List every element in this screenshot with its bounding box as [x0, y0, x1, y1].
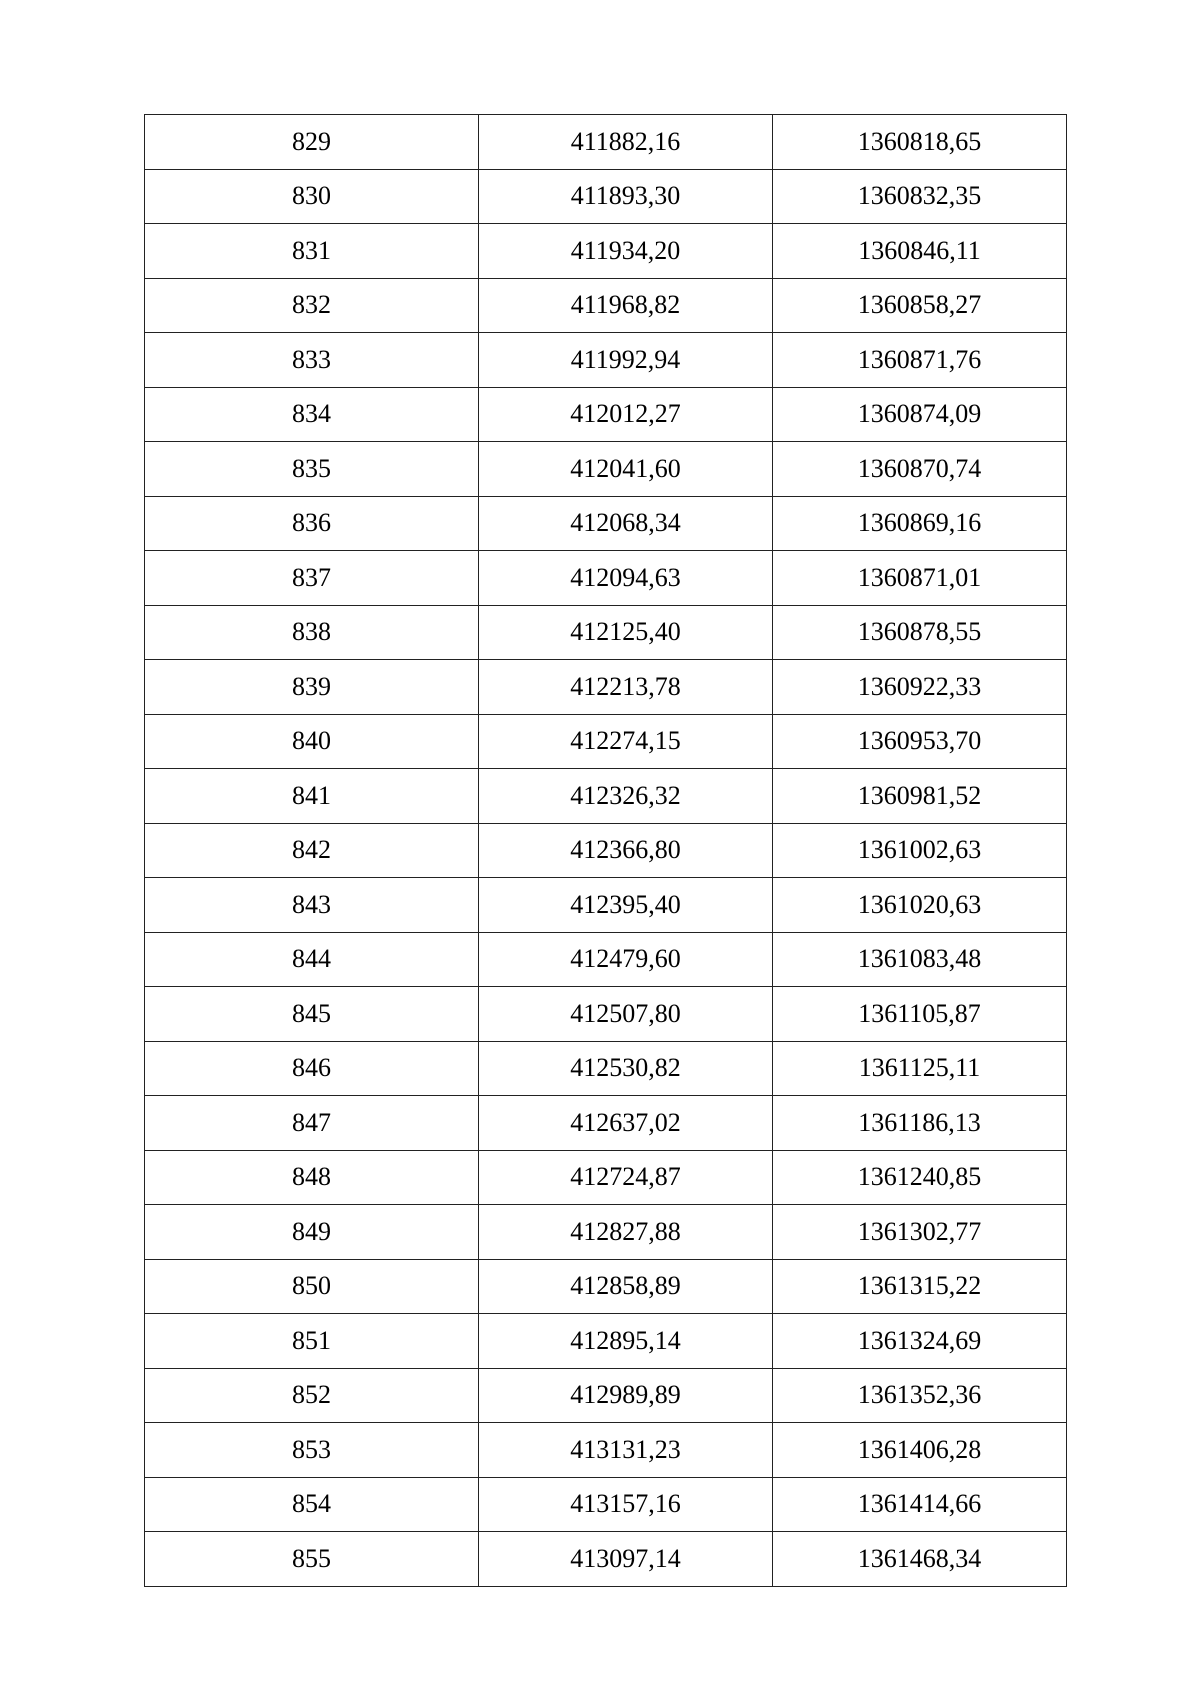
table-row — [145, 551, 1067, 606]
y-coordinate-cell: 1361083,48 — [773, 932, 1067, 987]
point-number-cell: 853 — [145, 1423, 479, 1478]
x-coordinate-cell: 413131,23 — [479, 1423, 773, 1478]
point-number-cell: 833 — [145, 333, 479, 388]
table-row — [145, 278, 1067, 333]
point-number-cell: 855 — [145, 1532, 479, 1587]
point-number-cell: 834 — [145, 387, 479, 442]
x-coordinate-cell: 411882,16 — [479, 115, 773, 170]
x-coordinate-cell: 412724,87 — [479, 1150, 773, 1205]
point-number-cell: 839 — [145, 660, 479, 715]
x-coordinate-cell: 413157,16 — [479, 1477, 773, 1532]
coordinates-table-body — [145, 115, 1067, 1587]
table-row — [145, 660, 1067, 715]
y-coordinate-cell: 1360858,27 — [773, 278, 1067, 333]
y-coordinate-cell: 1361186,13 — [773, 1096, 1067, 1151]
y-coordinate-cell: 1361406,28 — [773, 1423, 1067, 1478]
point-number-cell: 838 — [145, 605, 479, 660]
x-coordinate-cell: 412041,60 — [479, 442, 773, 497]
x-coordinate-cell: 412479,60 — [479, 932, 773, 987]
table-row — [145, 1314, 1067, 1369]
x-coordinate-cell: 412530,82 — [479, 1041, 773, 1096]
point-number-cell: 843 — [145, 878, 479, 933]
y-coordinate-cell: 1360871,01 — [773, 551, 1067, 606]
y-coordinate-cell: 1360922,33 — [773, 660, 1067, 715]
table-row — [145, 714, 1067, 769]
point-number-cell: 832 — [145, 278, 479, 333]
x-coordinate-cell: 411968,82 — [479, 278, 773, 333]
x-coordinate-cell: 412637,02 — [479, 1096, 773, 1151]
point-number-cell: 840 — [145, 714, 479, 769]
table-row — [145, 115, 1067, 170]
table-row — [145, 878, 1067, 933]
y-coordinate-cell: 1361302,77 — [773, 1205, 1067, 1260]
table-row — [145, 333, 1067, 388]
x-coordinate-cell: 412989,89 — [479, 1368, 773, 1423]
table-row — [145, 1368, 1067, 1423]
table-row — [145, 496, 1067, 551]
table-row — [145, 987, 1067, 1042]
y-coordinate-cell: 1361315,22 — [773, 1259, 1067, 1314]
x-coordinate-cell: 412395,40 — [479, 878, 773, 933]
point-number-cell: 830 — [145, 169, 479, 224]
table-row — [145, 442, 1067, 497]
table-row — [145, 387, 1067, 442]
y-coordinate-cell: 1361125,11 — [773, 1041, 1067, 1096]
point-number-cell: 848 — [145, 1150, 479, 1205]
y-coordinate-cell: 1360832,35 — [773, 169, 1067, 224]
point-number-cell: 829 — [145, 115, 479, 170]
coordinates-table — [144, 114, 1067, 1587]
table-row — [145, 769, 1067, 824]
x-coordinate-cell: 413097,14 — [479, 1532, 773, 1587]
table-row — [145, 1423, 1067, 1478]
x-coordinate-cell: 412012,27 — [479, 387, 773, 442]
table-row — [145, 224, 1067, 279]
point-number-cell: 854 — [145, 1477, 479, 1532]
y-coordinate-cell: 1361020,63 — [773, 878, 1067, 933]
y-coordinate-cell: 1360871,76 — [773, 333, 1067, 388]
table-row — [145, 169, 1067, 224]
point-number-cell: 835 — [145, 442, 479, 497]
x-coordinate-cell: 412827,88 — [479, 1205, 773, 1260]
y-coordinate-cell: 1360878,55 — [773, 605, 1067, 660]
x-coordinate-cell: 412895,14 — [479, 1314, 773, 1369]
y-coordinate-cell: 1361240,85 — [773, 1150, 1067, 1205]
y-coordinate-cell: 1360870,74 — [773, 442, 1067, 497]
point-number-cell: 831 — [145, 224, 479, 279]
x-coordinate-cell: 412366,80 — [479, 823, 773, 878]
x-coordinate-cell: 412068,34 — [479, 496, 773, 551]
x-coordinate-cell: 412274,15 — [479, 714, 773, 769]
x-coordinate-cell: 412094,63 — [479, 551, 773, 606]
point-number-cell: 842 — [145, 823, 479, 878]
y-coordinate-cell: 1360846,11 — [773, 224, 1067, 279]
table-row — [145, 1259, 1067, 1314]
y-coordinate-cell: 1361105,87 — [773, 987, 1067, 1042]
y-coordinate-cell: 1360874,09 — [773, 387, 1067, 442]
table-row — [145, 1477, 1067, 1532]
x-coordinate-cell: 411934,20 — [479, 224, 773, 279]
x-coordinate-cell: 412125,40 — [479, 605, 773, 660]
y-coordinate-cell: 1360981,52 — [773, 769, 1067, 824]
point-number-cell: 847 — [145, 1096, 479, 1151]
y-coordinate-cell: 1361002,63 — [773, 823, 1067, 878]
point-number-cell: 852 — [145, 1368, 479, 1423]
x-coordinate-cell: 411992,94 — [479, 333, 773, 388]
point-number-cell: 841 — [145, 769, 479, 824]
point-number-cell: 837 — [145, 551, 479, 606]
point-number-cell: 851 — [145, 1314, 479, 1369]
point-number-cell: 849 — [145, 1205, 479, 1260]
x-coordinate-cell: 411893,30 — [479, 169, 773, 224]
point-number-cell: 845 — [145, 987, 479, 1042]
point-number-cell: 850 — [145, 1259, 479, 1314]
table-row — [145, 605, 1067, 660]
y-coordinate-cell: 1361352,36 — [773, 1368, 1067, 1423]
x-coordinate-cell: 412213,78 — [479, 660, 773, 715]
table-row — [145, 823, 1067, 878]
table-row — [145, 1041, 1067, 1096]
table-row — [145, 1532, 1067, 1587]
table-row — [145, 1096, 1067, 1151]
x-coordinate-cell: 412326,32 — [479, 769, 773, 824]
table-row — [145, 1150, 1067, 1205]
table-row — [145, 932, 1067, 987]
point-number-cell: 844 — [145, 932, 479, 987]
point-number-cell: 836 — [145, 496, 479, 551]
y-coordinate-cell: 1361468,34 — [773, 1532, 1067, 1587]
table-row — [145, 1205, 1067, 1260]
y-coordinate-cell: 1360818,65 — [773, 115, 1067, 170]
y-coordinate-cell: 1361324,69 — [773, 1314, 1067, 1369]
y-coordinate-cell: 1360953,70 — [773, 714, 1067, 769]
x-coordinate-cell: 412507,80 — [479, 987, 773, 1042]
point-number-cell: 846 — [145, 1041, 479, 1096]
x-coordinate-cell: 412858,89 — [479, 1259, 773, 1314]
y-coordinate-cell: 1361414,66 — [773, 1477, 1067, 1532]
y-coordinate-cell: 1360869,16 — [773, 496, 1067, 551]
